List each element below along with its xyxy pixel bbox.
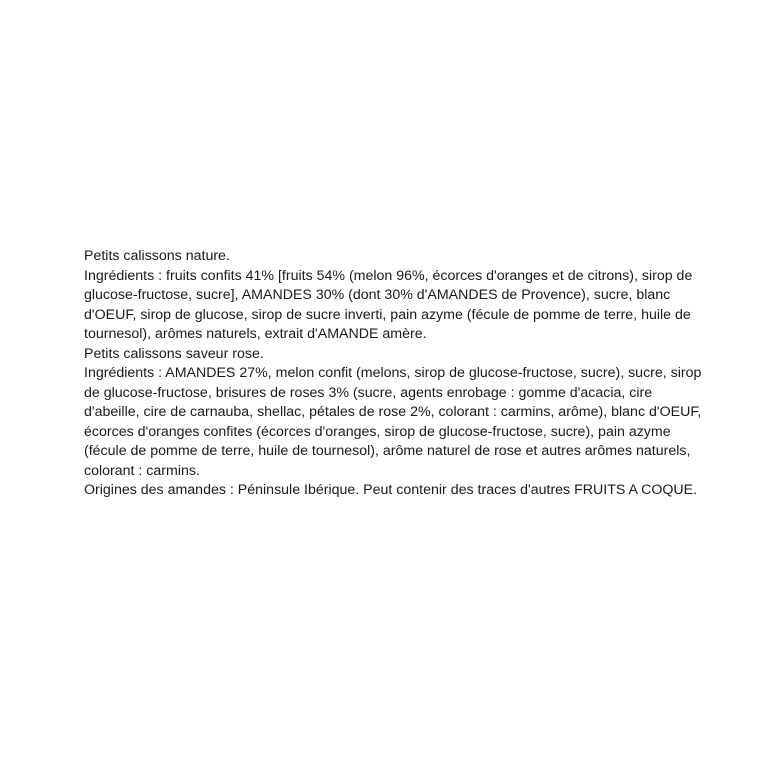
ingredients-text-block bbox=[84, 247, 704, 501]
almond-origin-allergen-note: Origines des amandes : Péninsule Ibérique. Peut contenir des traces d'autres FRUITS A COQUE. bbox=[84, 482, 698, 498]
ingredients-nature: Ingrédients : fruits confits 41% [fruits 54% (melon 96%, écorces d'oranges et de citrons), sirop de glucose-fructose, sucre], AMANDES 30% (dont 30% d'AMANDES de Provence), sucre, blanc d'OEUF, sirop de glucose, sirop de sucre inverti, pain azyme (fécule de pomme de terre, huile de tournesol), arômes naturels, extrait d'AMANDE amère. bbox=[84, 267, 693, 342]
product-title-nature: Petits calissons nature. bbox=[84, 248, 230, 264]
ingredients-rose: Ingrédients : AMANDES 27%, melon confit (melons, sirop de glucose-fructose, sucre), sucre, sirop de glucose-fructose, brisures de roses 3% (sucre, agents enrobage : gomme d'acacia, cire d'abeille, cire de carnauba, shellac, pétales de rose 2%, colorant : carmins, arôme), blanc d'OEUF, écorces d'oranges confites (écorces d'oranges, sirop de glucose-fructose, sucre), pain azyme (fécule de pomme de terre, huile de tournesol), arôme naturel de rose et autres arômes naturels, colorant : carmins. bbox=[84, 365, 702, 479]
product-title-rose: Petits calissons saveur rose. bbox=[84, 345, 264, 362]
